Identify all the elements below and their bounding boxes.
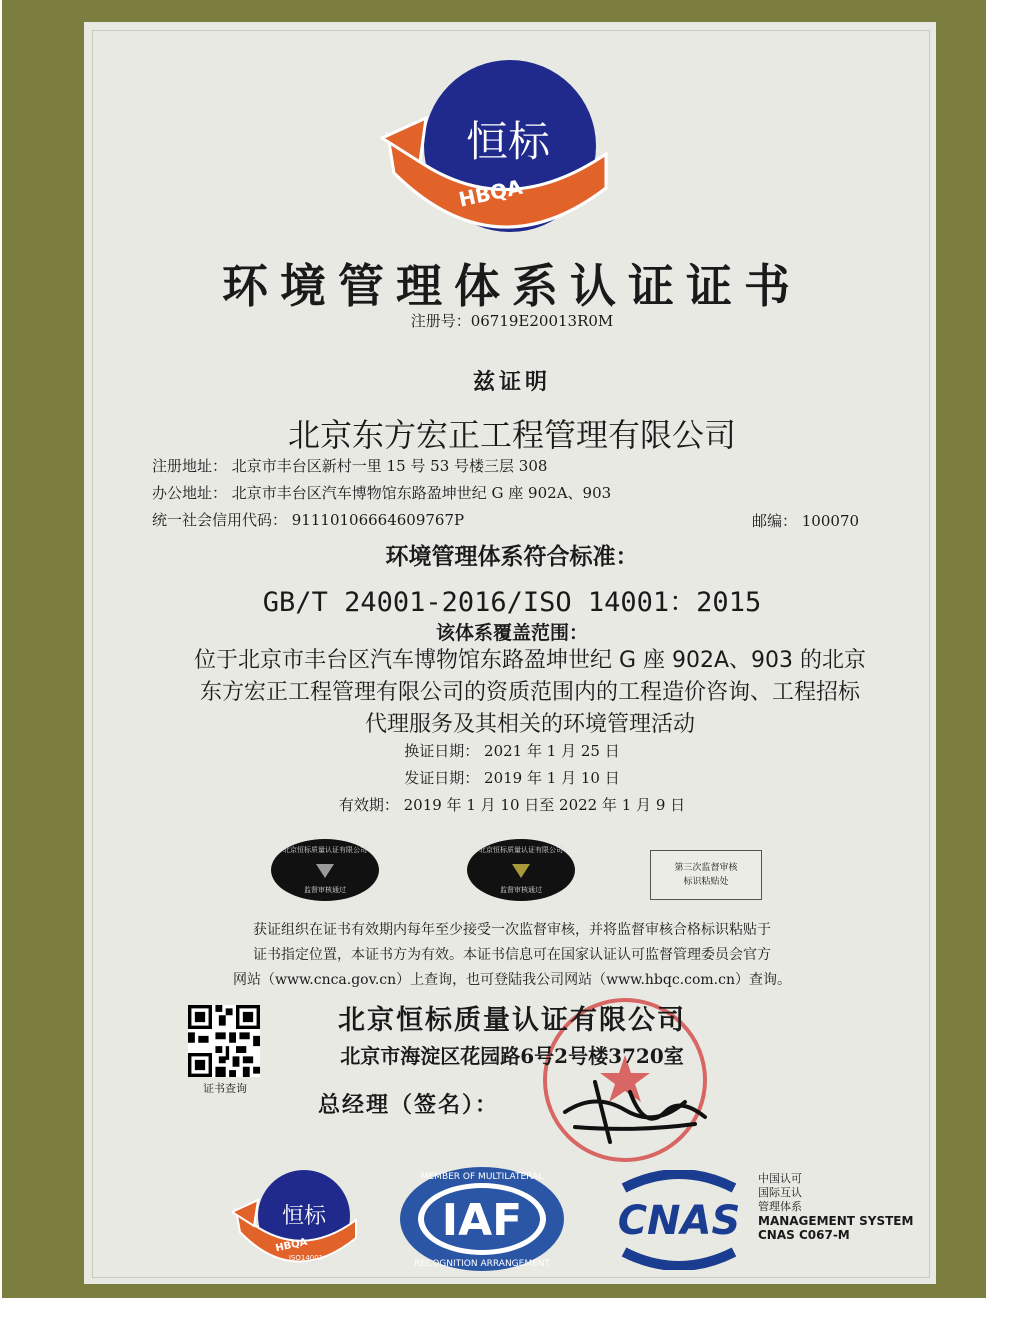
general-manager-label: 总经理（签名）： [318, 1092, 500, 1118]
sticker-bottom-text: 监督审核通过 [500, 886, 542, 894]
registered-address: 注册地址： 北京市丰台区新村一里 15 号 53 号楼三层 308 [152, 457, 548, 475]
company-name: 北京东方宏正工程管理有限公司 [287, 416, 736, 454]
issue-date: 发证日期： 2019 年 1 月 10 日 [404, 769, 620, 787]
scope-line: 位于北京市丰台区汽车博物馆东路盈坤世纪 G 座 902A、903 的北京 [193, 648, 867, 673]
renewal-date: 换证日期： 2021 年 1 月 25 日 [404, 742, 620, 760]
iaf-logo-icon [398, 1165, 566, 1273]
issuer-name: 北京恒标质量认证有限公司 [338, 1005, 686, 1036]
sticker-top-text: 北京恒标质量认证有限公司 [479, 846, 563, 854]
cnas-line: 中国认可 [758, 1172, 802, 1185]
logo-subtext: HBQA [456, 174, 525, 212]
scope-line: 代理服务及其相关的环境管理活动 [364, 712, 695, 737]
hbqa-iso14001-logo-icon [232, 1168, 362, 1268]
cnas-code: CNAS C067-M [758, 1228, 850, 1242]
cnas-info [758, 1172, 913, 1242]
iaf-text: IAF [441, 1195, 523, 1246]
issuer-address: 北京市海淀区花园路6号2号楼3720室 [340, 1044, 684, 1068]
qr-label: 证书查询 [203, 1082, 247, 1095]
notice-line: 网站（www.cnca.gov.cn）上查询，也可登陆我公司网站（www.hbqc.com.cn）查询。 [232, 972, 791, 988]
standard: GB/T 24001-2016/ISO 14001：2015 [262, 587, 762, 618]
scope-text [150, 645, 910, 741]
audit-sticker-2-icon [466, 838, 576, 902]
signature-icon [555, 1072, 715, 1152]
hbqa-logo-icon [380, 58, 620, 238]
third-audit-sticker-placeholder [650, 850, 762, 900]
cnas-logo-text: CNAS [617, 1198, 741, 1244]
scope-label: 该体系覆盖范围： [435, 622, 588, 644]
notice-text [150, 918, 874, 993]
scope-line: 东方宏正工程管理有限公司的资质范围内的工程造价咨询、工程招标 [199, 680, 860, 705]
iaf-top-text: MEMBER OF MULTILATERAL [420, 1172, 544, 1182]
logo-text: 恒标 [281, 1204, 327, 1229]
audit-sticker-1-icon [270, 838, 380, 902]
notice-line: 获证组织在证书有效期内每年至少接受一次监督审核，并将监督审核合格标识粘贴于 [253, 922, 771, 938]
sticker-placeholder-line: 第三次监督审核 [674, 863, 738, 873]
iaf-bottom-text: RECOGNITION ARRANGEMENT [413, 1259, 551, 1269]
sticker-top-text: 北京恒标质量认证有限公司 [283, 846, 367, 854]
office-address: 办公地址： 北京市丰台区汽车博物馆东路盈坤世纪 G 座 902A、903 [152, 484, 612, 502]
validity-period: 有效期： 2019 年 1 月 10 日至 2022 年 1 月 9 日 [338, 796, 686, 814]
credit-code: 统一社会信用代码： 91110106664609767P [152, 511, 465, 529]
cnas-line: 国际互认 [758, 1186, 802, 1199]
cnas-logo-icon [604, 1170, 754, 1270]
sticker-placeholder-line: 标识粘贴处 [683, 877, 729, 887]
logo-subtext: HBQA [274, 1236, 309, 1255]
logo-text: 恒标 [465, 117, 551, 166]
sticker-bottom-text: 监督审核通过 [304, 886, 346, 894]
cnas-line: 管理体系 [758, 1200, 802, 1213]
postal-code: 邮编： 100070 [752, 512, 860, 530]
certify-label: 兹证明 [472, 369, 551, 395]
cnas-system: MANAGEMENT SYSTEM [758, 1214, 914, 1228]
logo-iso: ISO14001 [288, 1254, 324, 1262]
standard-label: 环境管理体系符合标准： [385, 544, 639, 570]
registration-number: 注册号：06719E20013R0M [410, 312, 614, 330]
certificate-title: 环境管理体系认证证书 [222, 259, 802, 313]
notice-line: 证书指定位置，本证书方为有效。本证书信息可在国家认证认可监督管理委员会官方 [253, 947, 771, 963]
